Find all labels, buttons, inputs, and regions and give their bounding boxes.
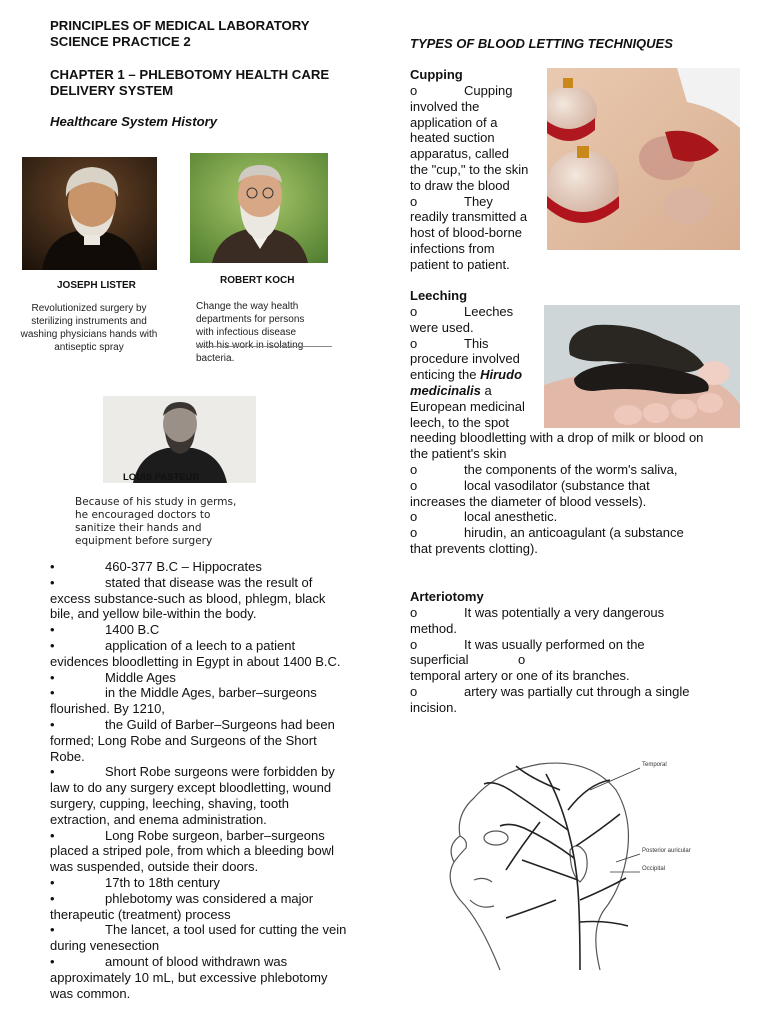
list-marker: o	[410, 335, 418, 351]
cupping-title: Cupping	[410, 67, 463, 82]
text-line: that prevents clotting).	[410, 540, 538, 556]
list-item	[50, 559, 360, 575]
list-item	[50, 764, 360, 780]
arteriotomy-text	[410, 605, 720, 716]
list-marker: o	[410, 193, 418, 209]
list-item-continuation: was common.	[50, 985, 131, 1001]
line-text: They	[464, 193, 493, 209]
line-text: a	[484, 382, 492, 398]
list-item-lead: 1400 B.C	[105, 622, 160, 638]
list-item-continuation: flourished. By 1210,	[50, 701, 165, 717]
text-line: method.	[410, 620, 457, 636]
bullet-marker: •	[50, 716, 55, 732]
line-text: local vasodilator (substance that	[464, 477, 650, 493]
text-line	[410, 509, 730, 525]
list-marker: o	[410, 304, 418, 319]
text-line	[410, 605, 720, 621]
list-item-continuation: approximately 10 mL, but excessive phlebotomy	[50, 969, 328, 985]
caption-line: equipment before surgery	[75, 535, 213, 547]
list-item-lead: stated that disease was the result of	[105, 574, 313, 590]
list-item-continuation: evidences bloodletting in Egypt in about 1400 B.C.	[50, 653, 341, 669]
list-item-continuation: extraction, and enema administration.	[50, 811, 267, 827]
bullet-marker: •	[50, 637, 55, 653]
list-item	[50, 954, 360, 970]
robert-koch-portrait	[190, 153, 328, 263]
caption-line: sanitize their hands and	[75, 522, 202, 534]
bullet-marker: •	[50, 622, 55, 638]
diagram-label: Occipital	[642, 866, 666, 872]
list-item-continuation: therapeutic (treatment) process	[50, 906, 231, 922]
text-line	[410, 478, 730, 494]
list-item-lead: 460-377 B.C – Hippocrates	[105, 559, 262, 574]
line-text: It was potentially a very dangerous	[464, 605, 665, 620]
text-line: infections from	[410, 240, 495, 256]
list-item-lead: the Guild of Barber–Surgeons had been	[105, 716, 335, 732]
list-item-lead: application of a leech to a patient	[105, 637, 296, 653]
list-item-continuation: during venesection	[50, 938, 160, 954]
document-title	[50, 18, 310, 50]
text-line: the "cup," to the skin	[410, 161, 529, 177]
list-marker: o	[410, 509, 418, 525]
bullet-marker: •	[50, 764, 55, 780]
cupping-photo	[547, 68, 740, 250]
diagram-label: Temporal	[642, 762, 667, 768]
list-item-lead: Short Robe surgeons were forbidden by	[105, 764, 335, 780]
list-item	[50, 922, 360, 938]
text-line: host of blood-borne	[410, 225, 523, 241]
text-line: were used.	[410, 319, 474, 335]
leeching-title: Leeching	[410, 288, 468, 303]
line-text: hirudin, an anticoagulant (a substance	[464, 525, 684, 541]
chapter-line: CHAPTER 1 – PHLEBOTOMY HEALTH CARE	[50, 67, 330, 82]
bullet-marker: •	[50, 669, 55, 685]
list-item-continuation: formed; Long Robe and Surgeons of the Short	[50, 732, 317, 748]
portrait-name-lister: JOSEPH LISTER	[57, 280, 136, 291]
chapter-title	[50, 67, 329, 99]
text-line: apparatus, called	[410, 146, 510, 162]
koch-caption	[196, 300, 336, 365]
list-marker: o	[410, 683, 418, 699]
bullet-marker: •	[50, 685, 55, 701]
title-line: SCIENCE PRACTICE 2	[50, 34, 191, 49]
species-name: Hirudo	[480, 367, 523, 383]
list-item	[50, 622, 360, 638]
diagram-label: Posterior auricular	[642, 848, 691, 854]
list-marker: o	[410, 477, 418, 493]
list-marker: o	[410, 83, 418, 98]
bullet-marker: •	[50, 559, 55, 574]
list-marker: o	[410, 525, 418, 541]
text-line: the patient's skin	[410, 446, 507, 462]
list-item	[50, 685, 360, 701]
text-line	[410, 652, 720, 668]
text-line: patient to patient.	[410, 256, 510, 272]
bullet-marker: •	[50, 827, 55, 843]
types-heading: TYPES OF BLOOD LETTING TECHNIQUES	[410, 36, 673, 51]
text-line: to draw the blood	[410, 177, 510, 193]
list-item-lead: The lancet, a tool used for cutting the vein	[105, 922, 347, 938]
caption-strike-line	[196, 346, 332, 347]
pasteur-caption	[75, 496, 265, 548]
text-line: needing bloodletting with a drop of milk or blood on	[410, 430, 704, 446]
text-line: leech, to the spot	[410, 414, 510, 430]
chapter-line: DELIVERY SYSTEM	[50, 83, 174, 98]
list-item-lead: 17th to 18th century	[105, 874, 220, 890]
list-marker: o	[410, 605, 418, 620]
text-line	[410, 83, 546, 99]
line-text: artery was partially cut through a single	[464, 683, 690, 699]
section-subtitle: Healthcare System History	[50, 114, 218, 129]
caption-line: he encouraged doctors to	[75, 509, 211, 521]
history-bullet-list	[50, 559, 360, 1001]
text-line	[410, 684, 720, 700]
list-item	[50, 575, 360, 591]
list-item-continuation: surgery, cupping, leeching, shaving, tooth	[50, 795, 289, 811]
line-text: Leeches	[464, 304, 514, 319]
line-text: local anesthetic.	[464, 509, 558, 525]
bullet-marker: •	[50, 574, 55, 590]
line-text: superficial	[410, 652, 469, 668]
text-line: application of a	[410, 114, 498, 130]
portrait-name-pasteur: LOUIS PASTEUR	[123, 472, 200, 483]
list-item-lead: Long Robe surgeon, barber–surgeons	[105, 827, 325, 843]
bullet-marker: •	[50, 922, 55, 938]
list-item-lead: Middle Ages	[105, 669, 176, 685]
list-marker: o	[518, 652, 526, 668]
text-line: heated suction	[410, 130, 495, 146]
list-item-lead: in the Middle Ages, barber–surgeons	[105, 685, 317, 701]
line-text: This	[464, 335, 489, 351]
text-line	[410, 637, 720, 653]
louis-pasteur-portrait	[103, 396, 256, 483]
lister-caption	[20, 302, 158, 354]
list-item	[50, 891, 360, 907]
list-item	[50, 670, 360, 686]
leech-photo	[544, 305, 740, 428]
text-line: procedure involved	[410, 351, 520, 367]
bullet-marker: •	[50, 890, 55, 906]
caption-line: with infectious disease	[196, 327, 297, 338]
head-arteries-diagram	[440, 750, 740, 972]
list-item-continuation: bile, and yellow bile-within the body.	[50, 606, 257, 622]
text-line: increases the diameter of blood vessels).	[410, 493, 647, 509]
text-line: European medicinal	[410, 398, 525, 414]
arteriotomy-title: Arteriotomy	[410, 589, 484, 604]
list-marker: o	[410, 636, 418, 652]
caption-line: Because of his study in germs,	[75, 496, 237, 508]
text-line: involved the	[410, 98, 480, 114]
bullet-marker: •	[50, 953, 55, 969]
list-item-continuation: excess substance-such as blood, phlegm, black	[50, 590, 326, 606]
list-item-continuation: law to do any surgery except bloodletting, wound	[50, 780, 332, 796]
portrait-name-koch: ROBERT KOCH	[220, 275, 295, 286]
list-marker: o	[410, 461, 418, 477]
caption-line: washing physicians hands with	[20, 329, 158, 340]
text-line	[410, 462, 730, 478]
bullet-marker: •	[50, 874, 55, 890]
line-text: enticing the	[410, 367, 477, 383]
list-item-continuation: was suspended, outside their doors.	[50, 859, 259, 875]
joseph-lister-portrait	[22, 157, 157, 270]
list-item-continuation: Robe.	[50, 748, 85, 764]
list-item	[50, 875, 360, 891]
cupping-text	[410, 83, 546, 273]
line-text: It was usually performed on the	[464, 636, 645, 652]
caption-line: sterilizing instruments and	[31, 316, 147, 327]
line-text: Cupping	[464, 83, 513, 98]
text-line	[410, 194, 546, 210]
caption-line: Change the way health	[196, 301, 299, 312]
list-item	[50, 828, 360, 844]
caption-line: bacteria.	[196, 353, 235, 364]
line-text: the components of the worm's saliva,	[464, 461, 678, 477]
title-line: PRINCIPLES OF MEDICAL LABORATORY	[50, 18, 310, 33]
text-line: temporal artery or one of its branches.	[410, 668, 630, 684]
list-item	[50, 638, 360, 654]
species-name: medicinalis	[410, 382, 481, 398]
caption-line: departments for persons	[196, 314, 305, 325]
text-line: incision.	[410, 699, 457, 715]
text-line	[410, 525, 730, 541]
list-item-lead: phlebotomy was considered a major	[105, 890, 314, 906]
caption-line: Revolutionized surgery by	[31, 303, 147, 314]
caption-line: antiseptic spray	[54, 342, 124, 353]
list-item-lead: amount of blood withdrawn was	[105, 953, 288, 969]
text-line: readily transmitted a	[410, 209, 528, 225]
list-item-continuation: placed a striped pole, from which a bleeding bowl	[50, 843, 335, 859]
list-item	[50, 717, 360, 733]
